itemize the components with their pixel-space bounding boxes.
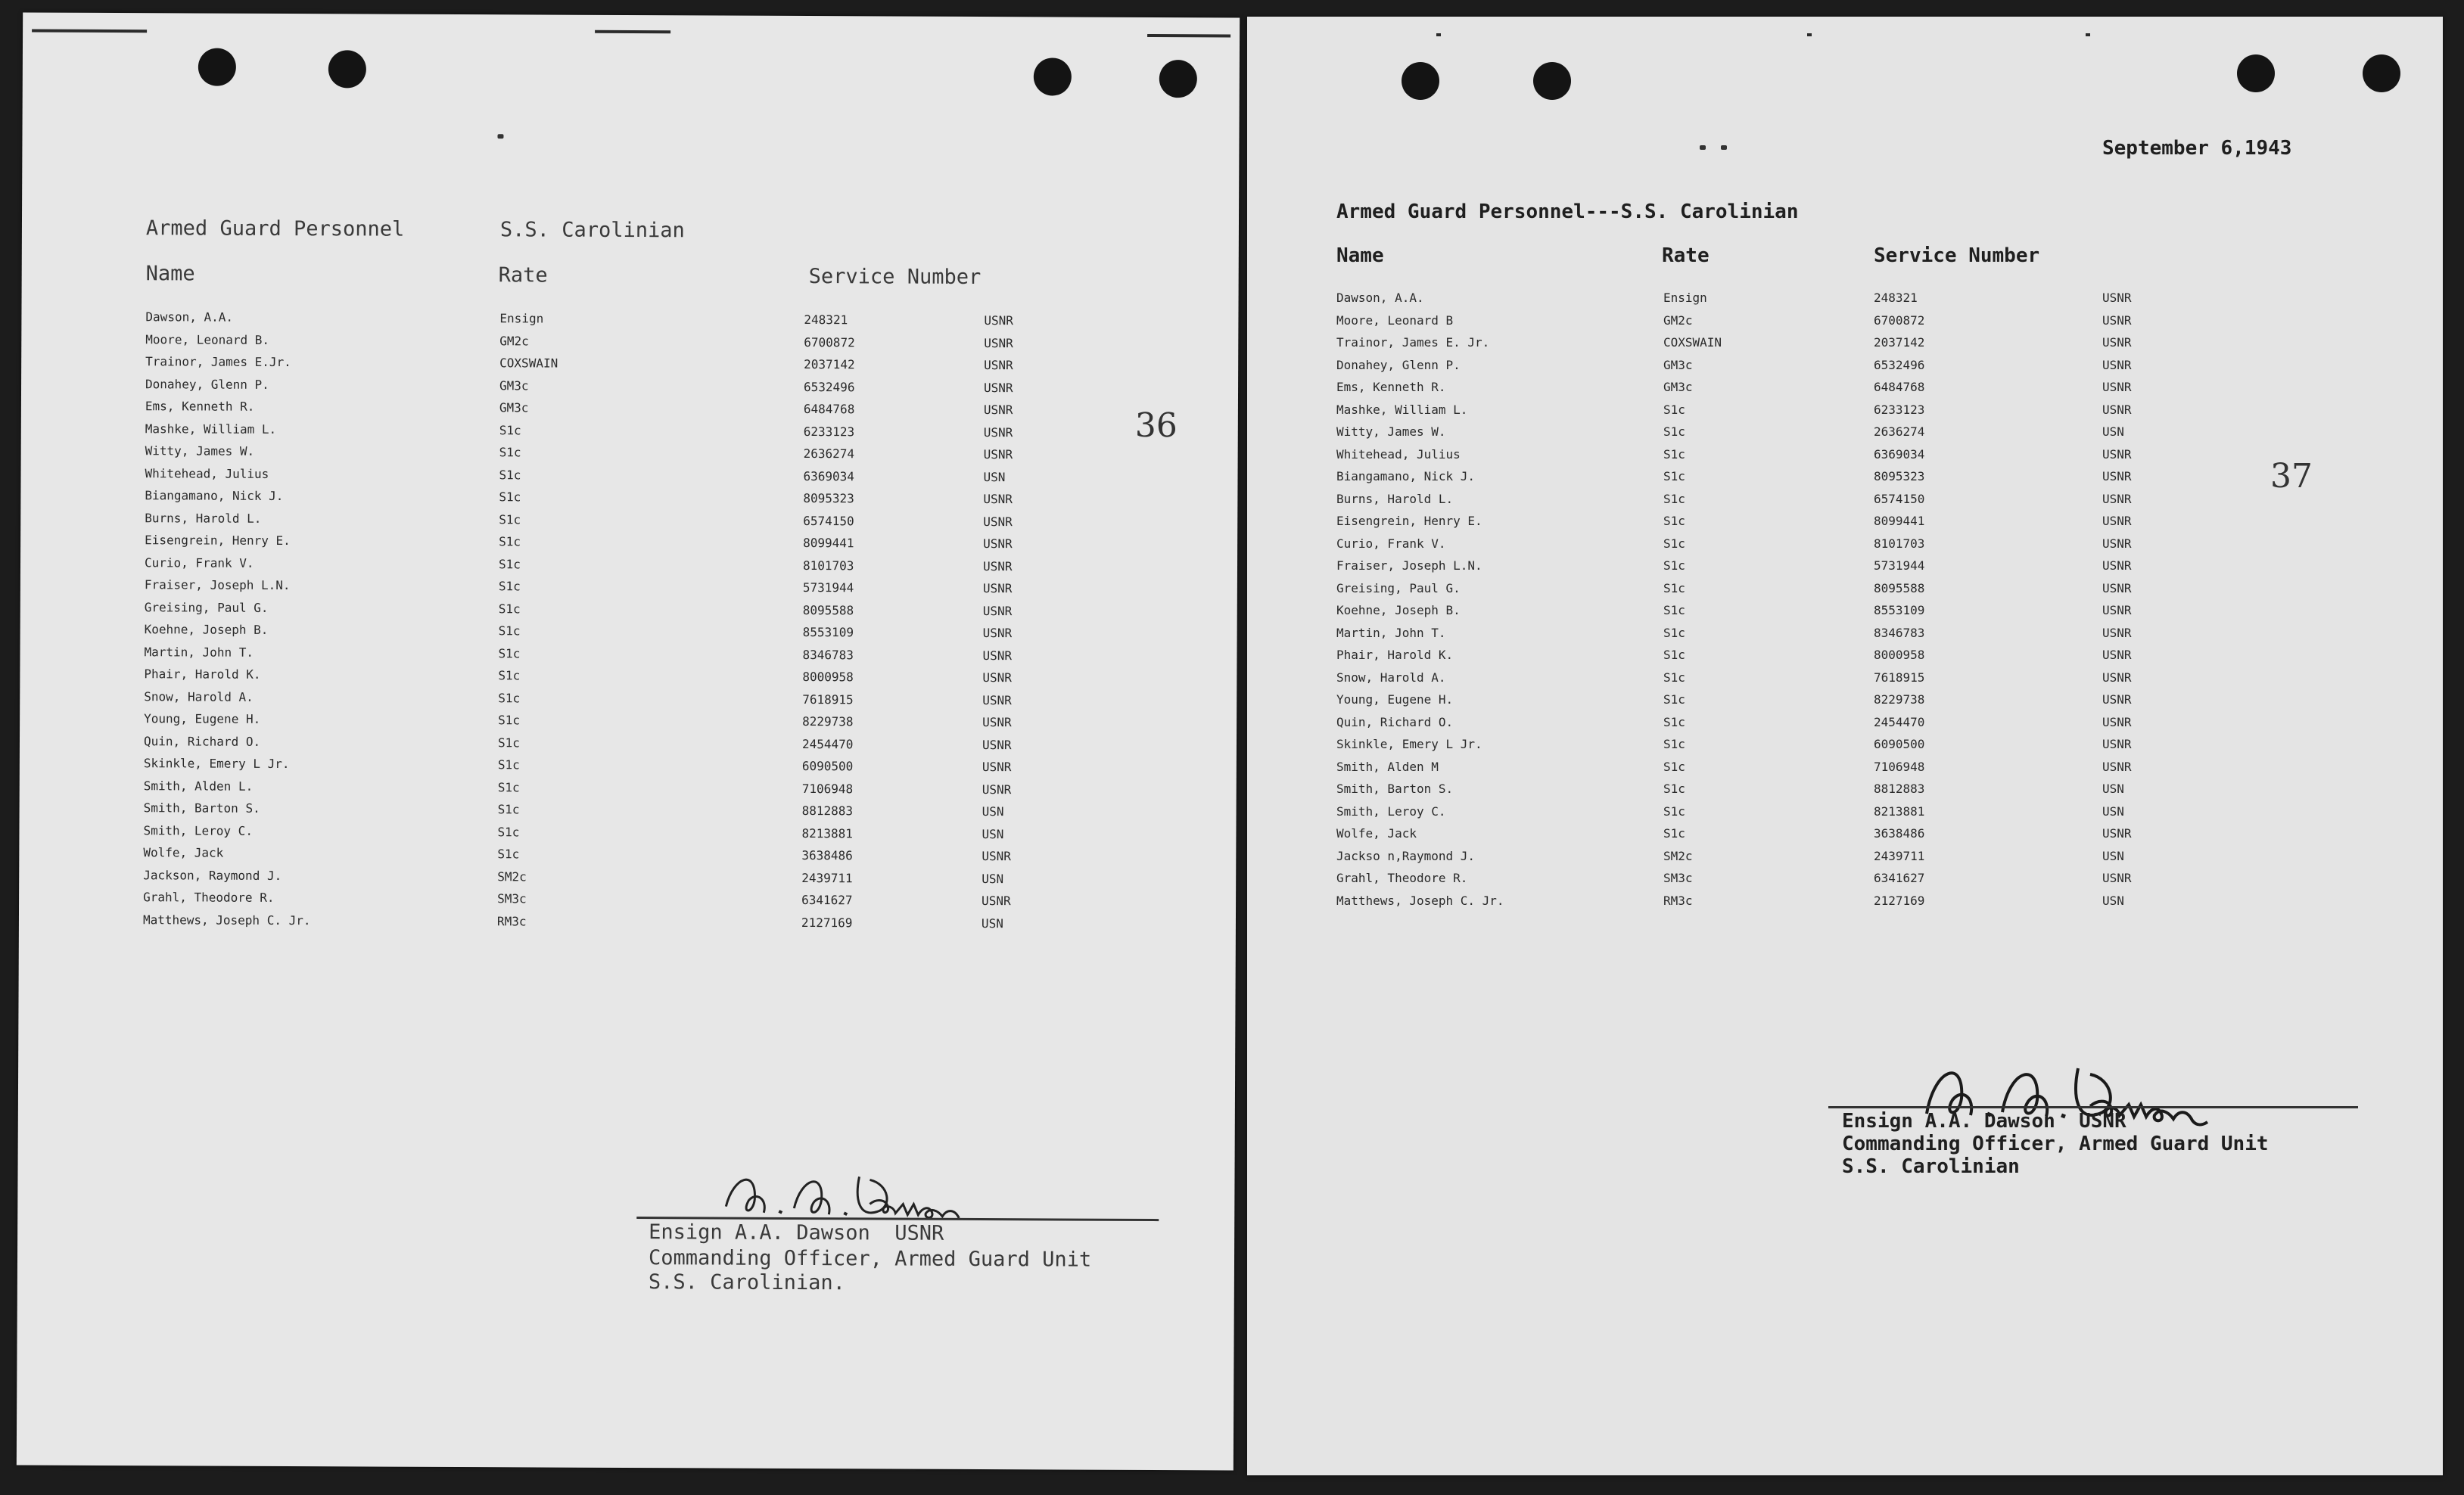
service-number-cell: 2127169: [1874, 893, 1925, 908]
rate-cell: COXSWAIN: [499, 356, 558, 371]
branch-cell: USNR: [2102, 670, 2132, 685]
personnel-row: [1336, 492, 2320, 514]
personnel-row: [1336, 670, 2320, 693]
personnel-row: [1336, 626, 2320, 648]
branch-cell: USN: [2102, 893, 2124, 908]
rate-cell: S1c: [1663, 558, 1685, 573]
branch-cell: USN: [2102, 803, 2124, 819]
rate-cell: S1c: [1663, 446, 1685, 462]
branch-cell: USNR: [982, 849, 1011, 864]
service-number-cell: 5731944: [1874, 558, 1925, 573]
column-header-rate: Rate: [498, 263, 548, 288]
service-number-cell: 6341627: [801, 893, 853, 908]
heading-left: Armed Guard Personnel: [145, 216, 405, 241]
rate-cell: S1c: [499, 467, 521, 482]
name-cell: Ems, Kenneth R.: [1336, 380, 1446, 394]
rate-cell: S1c: [1663, 782, 1685, 796]
rate-cell: S1c: [498, 601, 521, 616]
service-number-cell: 6090500: [801, 759, 854, 774]
branch-cell: USNR: [2102, 402, 2132, 417]
name-cell: Quin, Richard O.: [1336, 714, 1454, 729]
service-number-cell: 8229738: [802, 714, 854, 729]
branch-cell: USNR: [2102, 514, 2132, 528]
branch-cell: USNR: [982, 692, 1012, 707]
branch-cell: USNR: [983, 492, 1013, 507]
name-cell: Biangamano, Nick J.: [145, 488, 284, 504]
rate-cell: GM3c: [499, 378, 529, 393]
service-number-cell: 7618915: [1874, 670, 1925, 685]
rate-cell: S1c: [498, 623, 521, 639]
branch-cell: USNR: [982, 581, 1013, 596]
name-cell: Eisengrein, Henry E.: [145, 533, 291, 549]
signature-block-line-2: Commanding Officer, Armed Guard Unit: [648, 1246, 1092, 1272]
name-cell: Donahey, Glenn P.: [145, 376, 269, 392]
name-cell: Matthews, Joseph C. Jr.: [142, 912, 311, 928]
rate-cell: S1c: [1663, 737, 1685, 751]
column-header-name: Name: [145, 262, 195, 286]
punch-hole: [328, 50, 366, 88]
name-cell: Young, Eugene H.: [1336, 692, 1454, 707]
name-cell: Smith, Alden L.: [143, 778, 254, 794]
name-cell: Snow, Harold A.: [144, 688, 254, 704]
service-number-cell: 6574150: [1874, 491, 1925, 506]
rate-cell: SM2c: [497, 869, 527, 884]
branch-cell: USNR: [982, 894, 1011, 909]
name-cell: Smith, Alden M: [1336, 759, 1439, 774]
punch-hole: [1159, 60, 1197, 98]
branch-cell: USNR: [2102, 648, 2132, 662]
punch-hole: [198, 48, 236, 86]
column-header-name: Name: [1336, 244, 1384, 267]
service-number-cell: 8553109: [1874, 603, 1925, 617]
branch-cell: USNR: [2102, 357, 2132, 372]
personnel-row: [1336, 715, 2320, 738]
service-number-cell: 6369034: [1874, 446, 1925, 462]
rate-cell: SM2c: [1663, 848, 1693, 863]
name-cell: Jackson, Raymond J.: [143, 867, 282, 883]
service-number-cell: 6341627: [1874, 871, 1925, 885]
branch-cell: USNR: [983, 514, 1013, 529]
name-cell: Burns, Harold L.: [1336, 491, 1454, 506]
personnel-row: [1336, 424, 2320, 447]
rate-cell: S1c: [1663, 648, 1685, 662]
branch-cell: USNR: [982, 782, 1012, 797]
rate-cell: GM2c: [499, 333, 529, 348]
branch-cell: USNR: [982, 626, 1013, 641]
service-number-cell: 8101703: [802, 558, 854, 573]
rate-cell: S1c: [1663, 536, 1685, 551]
personnel-row: [1336, 358, 2320, 381]
service-number-cell: 6532496: [1874, 357, 1925, 372]
rate-cell: S1c: [499, 490, 521, 505]
service-number-cell: 8213881: [801, 825, 853, 841]
edge-mark: [32, 30, 147, 33]
personnel-list: [1336, 291, 2320, 915]
service-number-cell: 8229738: [1874, 692, 1925, 707]
branch-cell: USNR: [2102, 491, 2132, 506]
stray-mark: [1700, 145, 1706, 150]
name-cell: Matthews, Joseph C. Jr.: [1336, 893, 1504, 908]
rate-cell: Ensign: [499, 311, 544, 326]
rate-cell: S1c: [498, 645, 521, 660]
personnel-row: [143, 912, 1127, 939]
name-cell: Greising, Paul G.: [144, 599, 269, 615]
rate-cell: S1c: [1663, 759, 1685, 774]
name-cell: Wolfe, Jack: [143, 845, 224, 860]
service-number-cell: 2037142: [1874, 335, 1925, 350]
personnel-row: [1336, 603, 2320, 626]
name-cell: Skinkle, Emery L Jr.: [143, 756, 290, 772]
branch-cell: USNR: [2102, 603, 2132, 617]
stray-mark: [497, 134, 503, 138]
service-number-cell: 7618915: [802, 692, 854, 707]
branch-cell: USNR: [982, 715, 1012, 730]
rate-cell: RM3c: [1663, 893, 1693, 908]
branch-cell: USNR: [2102, 291, 2132, 305]
rate-cell: S1c: [1663, 580, 1685, 595]
name-cell: Martin, John T.: [144, 644, 254, 660]
personnel-row: [1336, 737, 2320, 760]
name-cell: Smith, Leroy C.: [143, 822, 254, 838]
personnel-row: [1336, 514, 2320, 536]
branch-cell: USNR: [2102, 446, 2132, 462]
personnel-row: [1336, 782, 2320, 804]
name-cell: Smith, Barton S.: [143, 800, 260, 816]
service-number-cell: 6532496: [804, 379, 855, 394]
rate-cell: S1c: [498, 690, 521, 705]
service-number-cell: 248321: [1874, 291, 1918, 305]
service-number-cell: 2037142: [804, 357, 855, 372]
branch-cell: USNR: [983, 536, 1013, 552]
personnel-row: [1336, 871, 2320, 894]
rate-cell: S1c: [499, 511, 521, 527]
service-number-cell: 8099441: [1874, 514, 1925, 528]
service-number-cell: 8099441: [803, 536, 854, 551]
column-header-rate: Rate: [1662, 244, 1710, 267]
rate-cell: SM3c: [497, 891, 527, 906]
name-cell: Grahl, Theodore R.: [1336, 871, 1468, 885]
name-cell: Quin, Richard O.: [143, 733, 261, 749]
service-number-cell: 6090500: [1874, 737, 1925, 751]
personnel-row: [1336, 447, 2320, 470]
branch-cell: USN: [983, 469, 1006, 484]
service-number-cell: 6369034: [803, 468, 855, 483]
branch-cell: USNR: [984, 380, 1013, 395]
name-cell: Biangamano, Nick J.: [1336, 469, 1476, 483]
service-number-cell: 248321: [804, 312, 848, 328]
signature-block-line-3: S.S. Carolinian.: [648, 1270, 846, 1295]
branch-cell: USNR: [2102, 580, 2132, 595]
name-cell: Ems, Kenneth R.: [145, 399, 255, 414]
rate-cell: S1c: [499, 445, 521, 460]
name-cell: Whitehead, Julius: [145, 465, 269, 481]
rate-cell: S1c: [1663, 491, 1685, 506]
branch-cell: USNR: [982, 558, 1013, 573]
name-cell: Jackso n,Raymond J.: [1336, 848, 1476, 863]
rate-cell: Ensign: [1663, 291, 1707, 305]
service-number-cell: 6233123: [803, 424, 855, 439]
heading: Armed Guard Personnel---S.S. Carolinian: [1336, 200, 1799, 223]
service-number-cell: 8812883: [1874, 782, 1925, 796]
personnel-row: [1336, 760, 2320, 782]
service-number-cell: 8101703: [1874, 536, 1925, 551]
personnel-row: [1336, 291, 2320, 313]
service-number-cell: 7106948: [801, 781, 854, 796]
name-cell: Snow, Harold A.: [1336, 670, 1446, 685]
name-cell: Trainor, James E.Jr.: [145, 354, 291, 370]
name-cell: Phair, Harold K.: [144, 667, 261, 682]
service-number-cell: 8095588: [1874, 580, 1925, 595]
branch-cell: USNR: [983, 447, 1013, 462]
branch-cell: USNR: [2102, 335, 2132, 350]
service-number-cell: 6700872: [804, 334, 855, 350]
personnel-list: [143, 309, 1130, 939]
signature-block-line-1: Ensign A.A. Dawson USNR: [1842, 1110, 2126, 1133]
signature-block-line-1: Ensign A.A. Dawson USNR: [649, 1220, 944, 1245]
name-cell: Eisengrein, Henry E.: [1336, 514, 1482, 528]
rate-cell: GM3c: [1663, 357, 1693, 372]
name-cell: Smith, Barton S.: [1336, 782, 1454, 796]
service-number-cell: 6233123: [1874, 402, 1925, 417]
service-number-cell: 8346783: [802, 647, 854, 662]
edge-mark: [2086, 33, 2090, 36]
rate-cell: GM3c: [499, 400, 529, 415]
rate-cell: S1c: [499, 534, 521, 549]
name-cell: Witty, James W.: [145, 443, 255, 458]
branch-cell: USNR: [2102, 558, 2132, 573]
rate-cell: S1c: [498, 668, 521, 683]
name-cell: Skinkle, Emery L Jr.: [1336, 737, 1482, 751]
name-cell: Martin, John T.: [1336, 625, 1446, 640]
branch-cell: USNR: [982, 648, 1013, 663]
rate-cell: S1c: [499, 422, 521, 437]
service-number-cell: 2636274: [803, 446, 855, 462]
service-number-cell: 3638486: [801, 848, 853, 863]
service-number-cell: 8095588: [802, 602, 854, 617]
service-number-cell: 8095323: [803, 491, 854, 506]
column-header-service-number: Service Number: [1874, 244, 2040, 267]
signature-block-line-2: Commanding Officer, Armed Guard Unit: [1842, 1133, 2269, 1155]
rate-cell: S1c: [1663, 826, 1685, 841]
edge-mark: [1807, 33, 1812, 36]
branch-cell: USN: [2102, 782, 2124, 796]
service-number-cell: 8213881: [1874, 803, 1925, 819]
service-number-cell: 6574150: [803, 513, 854, 528]
name-cell: Greising, Paul G.: [1336, 580, 1461, 595]
personnel-row: [1336, 849, 2320, 872]
branch-cell: USN: [982, 871, 1004, 886]
branch-cell: USNR: [984, 313, 1014, 328]
service-number-cell: 8095323: [1874, 469, 1925, 483]
rate-cell: S1c: [1663, 670, 1685, 685]
document-date: September 6,1943: [2102, 137, 2292, 160]
rate-cell: S1c: [1663, 424, 1685, 439]
rate-cell: SM3c: [1663, 871, 1693, 885]
rate-cell: S1c: [1663, 625, 1685, 640]
personnel-row: [1336, 380, 2320, 402]
branch-cell: USNR: [2102, 380, 2132, 394]
service-number-cell: 3638486: [1874, 826, 1925, 841]
rate-cell: RM3c: [496, 913, 527, 928]
personnel-row: [1336, 648, 2320, 670]
document-page-36: [17, 13, 1240, 1471]
name-cell: Moore, Leonard B: [1336, 312, 1454, 328]
service-number-cell: 2636274: [1874, 424, 1925, 439]
personnel-row: [1336, 402, 2320, 425]
service-number-cell: 6484768: [1874, 380, 1925, 394]
rate-cell: S1c: [497, 847, 520, 862]
branch-cell: USNR: [2102, 871, 2132, 885]
name-cell: Moore, Leonard B.: [145, 331, 270, 347]
service-number-cell: 5731944: [802, 580, 854, 595]
branch-cell: USNR: [2102, 536, 2132, 551]
rate-cell: S1c: [498, 556, 521, 571]
punch-hole: [2363, 54, 2400, 92]
page-number: 36: [1134, 406, 1178, 446]
edge-mark: [1147, 34, 1230, 37]
edge-mark: [1436, 33, 1441, 36]
punch-hole: [2237, 54, 2275, 92]
name-cell: Fraiser, Joseph L.N.: [1336, 558, 1482, 573]
personnel-row: [1336, 894, 2320, 916]
branch-cell: USN: [982, 804, 1004, 819]
branch-cell: USNR: [984, 358, 1013, 373]
service-number-cell: 6700872: [1874, 312, 1925, 328]
name-cell: Smith, Leroy C.: [1336, 803, 1446, 819]
document-page-37: [1247, 17, 2443, 1475]
name-cell: Fraiser, Joseph L.N.: [144, 577, 291, 593]
rate-cell: S1c: [497, 779, 520, 794]
service-number-cell: 2454470: [1874, 714, 1925, 729]
rate-cell: S1c: [1663, 603, 1685, 617]
name-cell: Dawson, A.A.: [1336, 291, 1424, 305]
name-cell: Phair, Harold K.: [1336, 648, 1454, 662]
personnel-row: [1336, 826, 2320, 849]
branch-cell: USNR: [2102, 759, 2132, 774]
name-cell: Grahl, Theodore R.: [143, 890, 275, 905]
service-number-cell: 8000958: [1874, 648, 1925, 662]
service-number-cell: 2127169: [801, 915, 853, 930]
rate-cell: S1c: [497, 757, 520, 772]
name-cell: Young, Eugene H.: [144, 711, 261, 726]
service-number-cell: 8553109: [802, 625, 854, 640]
column-header-service-number: Service Number: [808, 265, 982, 290]
branch-cell: USNR: [2102, 692, 2132, 707]
name-cell: Dawson, A.A.: [145, 309, 234, 325]
branch-cell: USNR: [983, 424, 1013, 440]
service-number-cell: 8346783: [1874, 625, 1925, 640]
rate-cell: S1c: [1663, 714, 1685, 729]
personnel-row: [1336, 804, 2320, 827]
branch-cell: USNR: [2102, 737, 2132, 751]
name-cell: Witty, James W.: [1336, 424, 1446, 439]
personnel-row: [1336, 581, 2320, 604]
service-number-cell: 2454470: [801, 736, 854, 751]
branch-cell: USNR: [982, 737, 1012, 752]
name-cell: Koehne, Joseph B.: [1336, 603, 1461, 617]
personnel-row: [1336, 469, 2320, 492]
service-number-cell: 8812883: [801, 803, 854, 819]
rate-cell: S1c: [498, 713, 521, 728]
service-number-cell: 6484768: [803, 402, 855, 417]
rate-cell: COXSWAIN: [1663, 335, 1722, 350]
branch-cell: USNR: [984, 335, 1013, 350]
personnel-row: [1336, 335, 2320, 358]
signature-line: [1828, 1106, 2358, 1108]
name-cell: Trainor, James E. Jr.: [1336, 335, 1490, 350]
punch-hole: [1402, 62, 1439, 100]
rate-cell: S1c: [497, 824, 520, 839]
branch-cell: USN: [2102, 848, 2124, 863]
stray-mark: [1721, 145, 1727, 150]
personnel-row: [1336, 692, 2320, 715]
rate-cell: S1c: [1663, 514, 1685, 528]
name-cell: Mashke, William L.: [1336, 402, 1468, 417]
service-number-cell: 2439711: [801, 870, 853, 885]
personnel-row: [1336, 313, 2320, 336]
name-cell: Burns, Harold L.: [145, 510, 262, 526]
rate-cell: S1c: [1663, 402, 1685, 417]
branch-cell: USNR: [982, 603, 1013, 618]
name-cell: Koehne, Joseph B.: [144, 622, 269, 637]
branch-cell: USNR: [983, 402, 1013, 418]
rate-cell: S1c: [498, 579, 521, 594]
branch-cell: USNR: [982, 760, 1012, 775]
page-number: 37: [2270, 457, 2313, 496]
rate-cell: S1c: [1663, 469, 1685, 483]
branch-cell: USN: [982, 826, 1004, 841]
branch-cell: USNR: [2102, 312, 2132, 328]
name-cell: Wolfe, Jack: [1336, 826, 1417, 841]
branch-cell: USNR: [2102, 469, 2132, 483]
branch-cell: USNR: [982, 670, 1012, 685]
rate-cell: S1c: [1663, 692, 1685, 707]
personnel-row: [1336, 536, 2320, 559]
edge-mark: [595, 30, 670, 33]
branch-cell: USNR: [2102, 826, 2132, 841]
name-cell: Curio, Frank V.: [144, 555, 254, 570]
service-number-cell: 2439711: [1874, 848, 1925, 863]
punch-hole: [1533, 62, 1571, 100]
rate-cell: S1c: [497, 735, 520, 750]
branch-cell: USNR: [2102, 625, 2132, 640]
service-number-cell: 8000958: [802, 670, 854, 685]
signature-block-line-3: S.S. Carolinian: [1842, 1155, 2020, 1178]
rate-cell: S1c: [1663, 803, 1685, 819]
branch-cell: USN: [981, 915, 1003, 931]
heading-ship: S.S. Carolinian: [499, 218, 685, 243]
branch-cell: USNR: [2102, 714, 2132, 729]
rate-cell: GM3c: [1663, 380, 1693, 394]
name-cell: Curio, Frank V.: [1336, 536, 1446, 551]
personnel-row: [1336, 558, 2320, 581]
name-cell: Donahey, Glenn P.: [1336, 357, 1461, 372]
punch-hole: [1034, 58, 1072, 95]
service-number-cell: 7106948: [1874, 759, 1925, 774]
name-cell: Mashke, William L.: [145, 421, 277, 437]
branch-cell: USN: [2102, 424, 2124, 439]
rate-cell: S1c: [497, 802, 520, 817]
name-cell: Whitehead, Julius: [1336, 446, 1461, 462]
rate-cell: GM2c: [1663, 312, 1693, 328]
